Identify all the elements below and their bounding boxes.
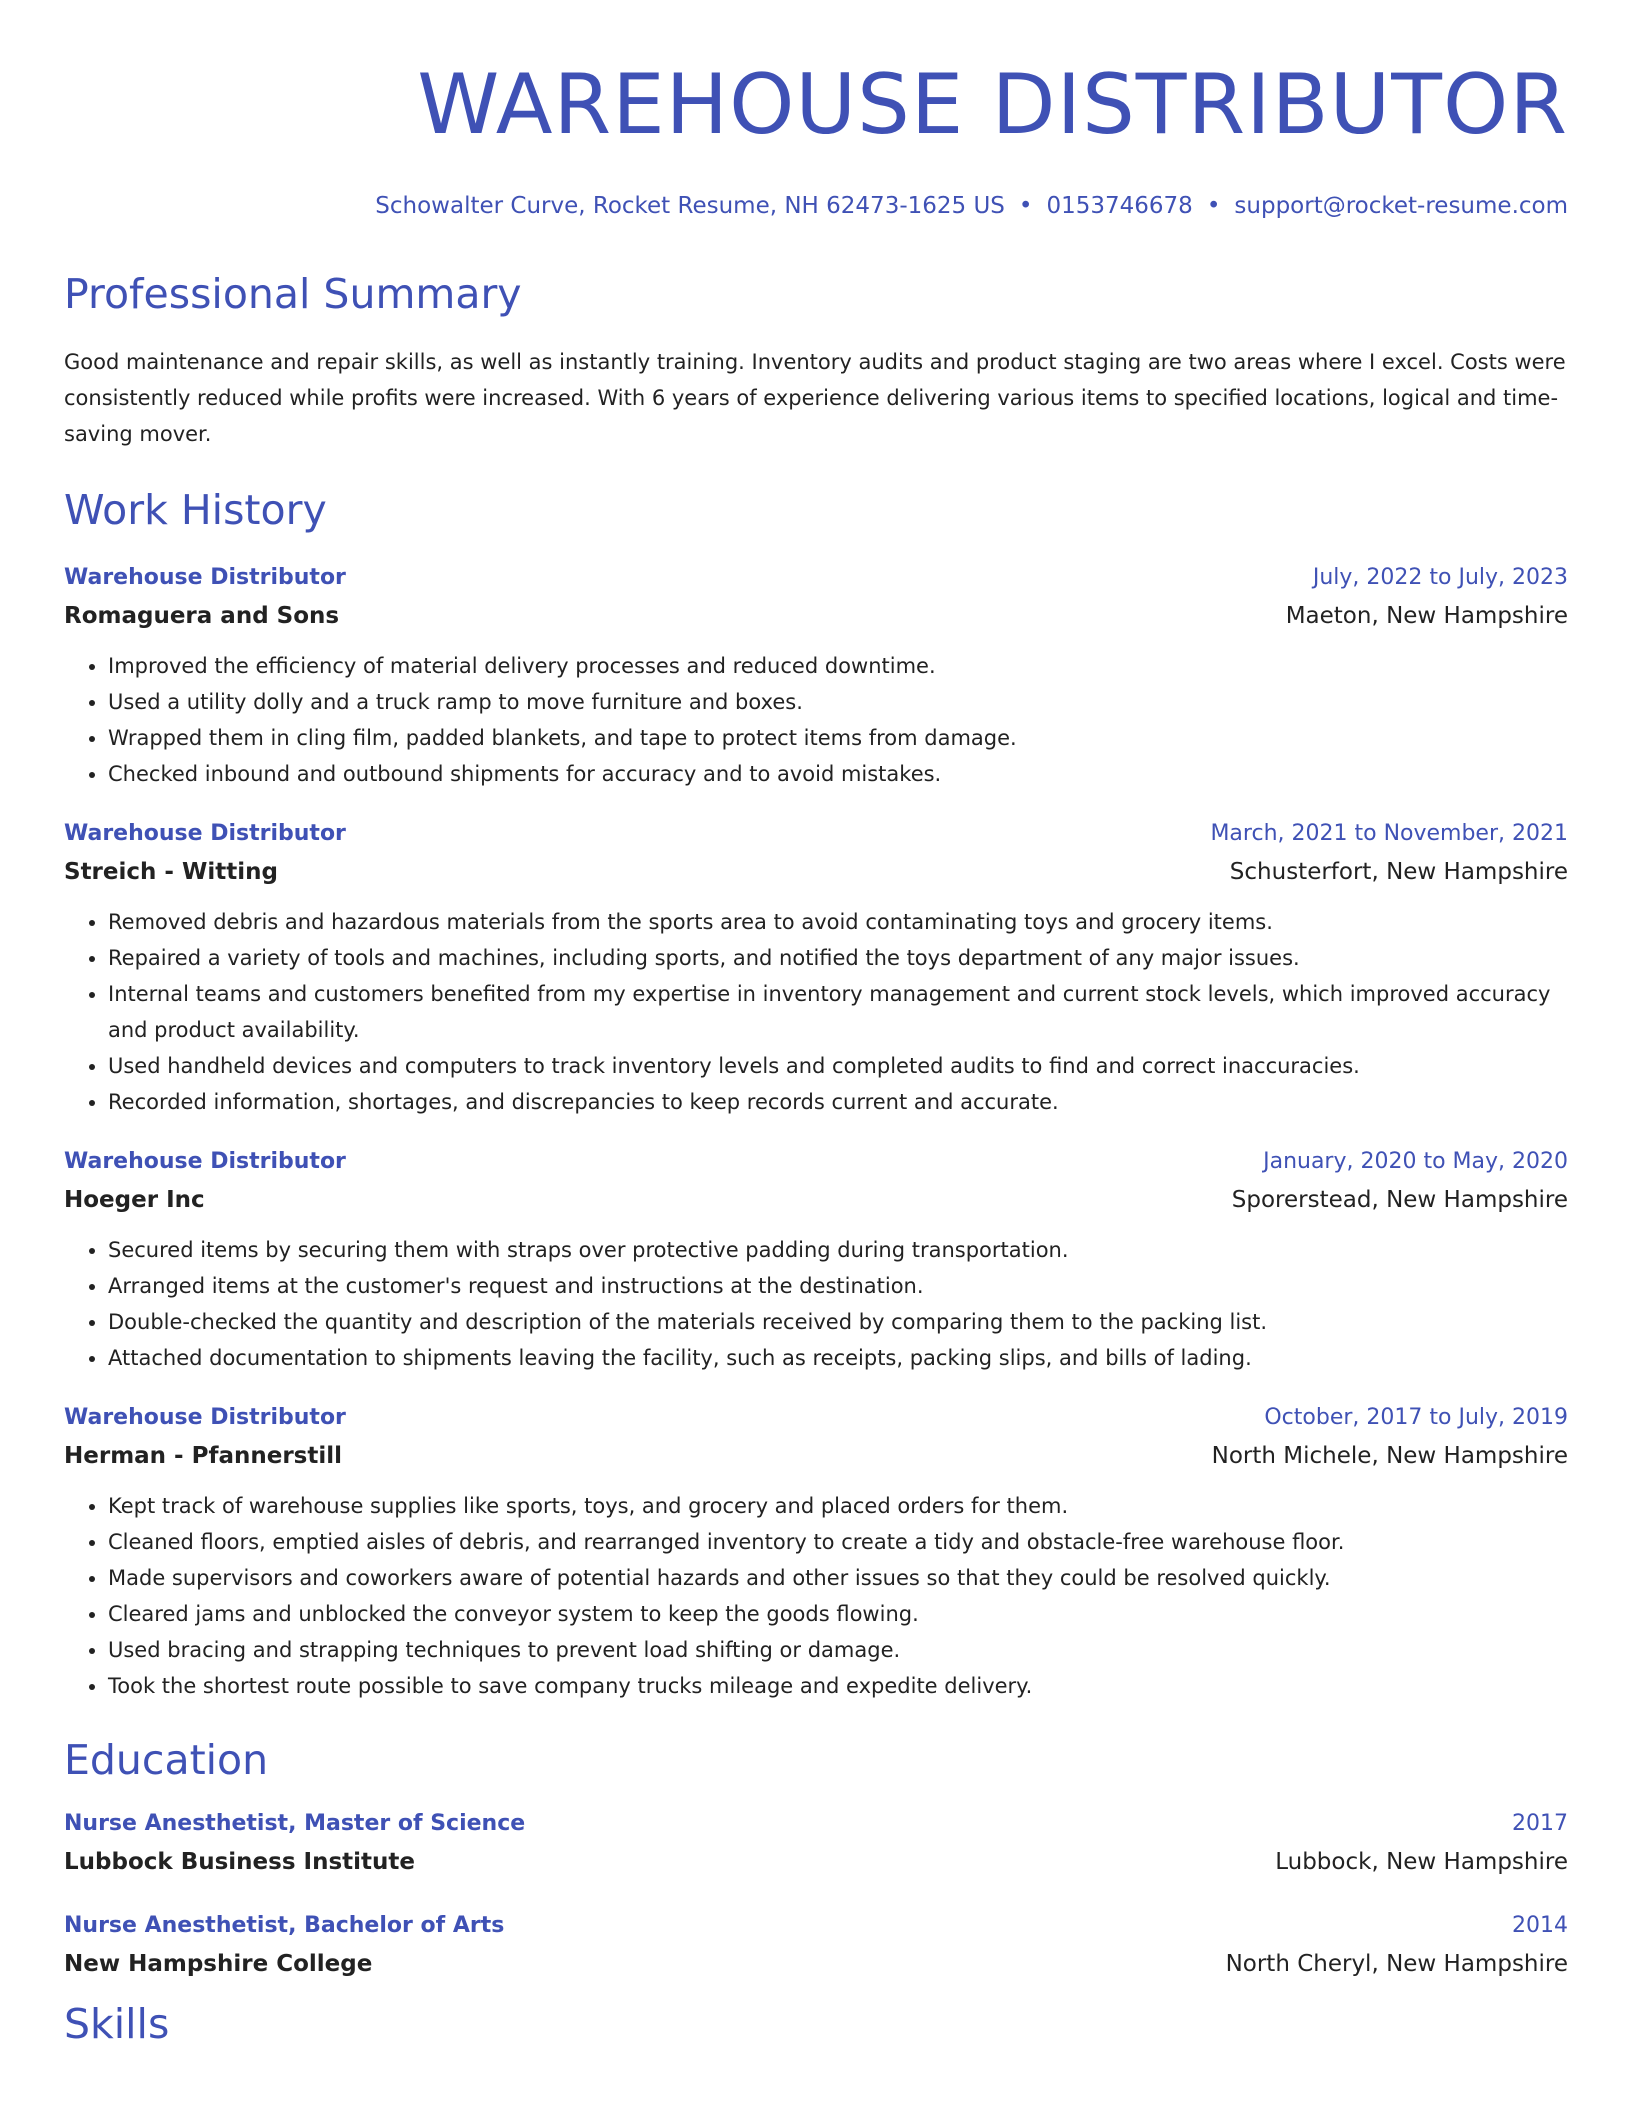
- education-year: 2017: [1512, 1811, 1568, 1836]
- job-bullet: • Used a utility dolly and a truck ramp to move furniture and boxes.: [108, 684, 1568, 720]
- summary-text: Good maintenance and repair skills, as well as instantly training. Inventory audits and product staging are two areas where I excel. Costs were consistently reduced while profits were increased. With 6 years of experience delivering various items to specified locations, logical and time-saving mover.: [64, 350, 1566, 446]
- job-bullet: • Arranged items at the customer's request and instructions at the destination.: [108, 1268, 1568, 1304]
- contact-address: Schowalter Curve, Rocket Resume, NH 62473-1625 US: [375, 193, 1005, 219]
- section-title-education: Education: [64, 1736, 269, 1784]
- job-bullets: [64, 648, 1568, 792]
- job-bullet: • Took the shortest route possible to save company trucks mileage and expedite delivery.: [108, 1668, 1568, 1704]
- job-location: Maeton, New Hampshire: [1285, 603, 1568, 629]
- job-company: Streich - Witting: [64, 859, 278, 885]
- contact-phone: 0153746678: [1046, 193, 1193, 219]
- job-role: Warehouse Distributor: [64, 821, 346, 846]
- education-school: Lubbock Business Institute: [64, 1849, 415, 1875]
- job-bullet: • Cleaned floors, emptied aisles of debris, and rearranged inventory to create a tidy and obstacle-free warehouse floor.: [108, 1524, 1568, 1560]
- job-bullet: • Secured items by securing them with straps over protective padding during transportation.: [108, 1232, 1568, 1268]
- job-entry: [64, 562, 1568, 792]
- job-bullet: • Repaired a variety of tools and machines, including sports, and notified the toys department of any major issues.: [108, 940, 1568, 976]
- job-bullet: • Kept track of warehouse supplies like sports, toys, and grocery and placed orders for them.: [108, 1488, 1568, 1524]
- education-year: 2014: [1512, 1913, 1568, 1938]
- job-entry: [64, 1402, 1568, 1704]
- education-degree: Nurse Anesthetist, Bachelor of Arts: [64, 1913, 505, 1938]
- section-title-summary: Professional Summary: [64, 270, 522, 318]
- job-bullets: [64, 904, 1568, 1120]
- job-bullet: • Used bracing and strapping techniques to prevent load shifting or damage.: [108, 1632, 1568, 1668]
- job-bullet: • Used handheld devices and computers to track inventory levels and completed audits to find and correct inaccuracies.: [108, 1048, 1568, 1084]
- job-bullets: [64, 1488, 1568, 1704]
- job-bullet: • Wrapped them in cling film, padded blankets, and tape to protect items from damage.: [108, 720, 1568, 756]
- contact-separator: •: [1206, 193, 1221, 219]
- job-dates: January, 2020 to May, 2020: [1263, 1149, 1568, 1174]
- education-location: Lubbock, New Hampshire: [1275, 1849, 1568, 1875]
- job-bullet: • Checked inbound and outbound shipments for accuracy and to avoid mistakes.: [108, 756, 1568, 792]
- section-title-work-history: Work History: [64, 486, 327, 534]
- job-location: Sporerstead, New Hampshire: [1231, 1187, 1568, 1213]
- contact-line: [64, 190, 1568, 222]
- job-bullet: • Attached documentation to shipments leaving the facility, such as receipts, packing slips, and bills of lading.: [108, 1340, 1568, 1376]
- job-bullet: • Double-checked the quantity and description of the materials received by comparing them to the packing list.: [108, 1304, 1568, 1340]
- job-company: Herman - Pfannerstill: [64, 1443, 343, 1469]
- education-degree: Nurse Anesthetist, Master of Science: [64, 1811, 526, 1836]
- education-location: North Cheryl, New Hampshire: [1225, 1951, 1568, 1977]
- job-entry: [64, 818, 1568, 1120]
- section-title-skills: Skills: [64, 2000, 170, 2048]
- job-role: Warehouse Distributor: [64, 1149, 346, 1174]
- job-dates: March, 2021 to November, 2021: [1210, 821, 1568, 846]
- resume-header: [64, 0, 1568, 222]
- job-bullet: • Made supervisors and coworkers aware of potential hazards and other issues so that they could be resolved quickly.: [108, 1560, 1568, 1596]
- job-bullet: • Cleared jams and unblocked the conveyor system to keep the goods flowing.: [108, 1596, 1568, 1632]
- contact-separator: •: [1018, 193, 1033, 219]
- job-role: Warehouse Distributor: [64, 1405, 346, 1430]
- candidate-name: WAREHOUSE DISTRIBUTOR: [417, 56, 1568, 153]
- job-bullet: • Recorded information, shortages, and discrepancies to keep records current and accurate.: [108, 1084, 1568, 1120]
- job-bullet: • Improved the efficiency of material delivery processes and reduced downtime.: [108, 648, 1568, 684]
- job-company: Hoeger Inc: [64, 1187, 205, 1213]
- job-bullet: • Removed debris and hazardous materials from the sports area to avoid contaminating toys and grocery items.: [108, 904, 1568, 940]
- job-bullet: • Internal teams and customers benefited from my expertise in inventory management and current stock levels, which improved accuracy and product availability.: [108, 976, 1568, 1048]
- job-dates: July, 2022 to July, 2023: [1312, 565, 1568, 590]
- job-entry: [64, 1146, 1568, 1376]
- education-entry: [64, 1808, 1568, 1878]
- job-location: Schusterfort, New Hampshire: [1229, 859, 1568, 885]
- job-dates: October, 2017 to July, 2019: [1264, 1405, 1568, 1430]
- job-location: North Michele, New Hampshire: [1211, 1443, 1568, 1469]
- contact-email[interactable]: support@rocket-resume.com: [1234, 193, 1568, 219]
- job-company: Romaguera and Sons: [64, 603, 340, 629]
- education-school: New Hampshire College: [64, 1951, 373, 1977]
- job-bullets: [64, 1232, 1568, 1376]
- education-entry: [64, 1910, 1568, 1980]
- job-role: Warehouse Distributor: [64, 565, 346, 590]
